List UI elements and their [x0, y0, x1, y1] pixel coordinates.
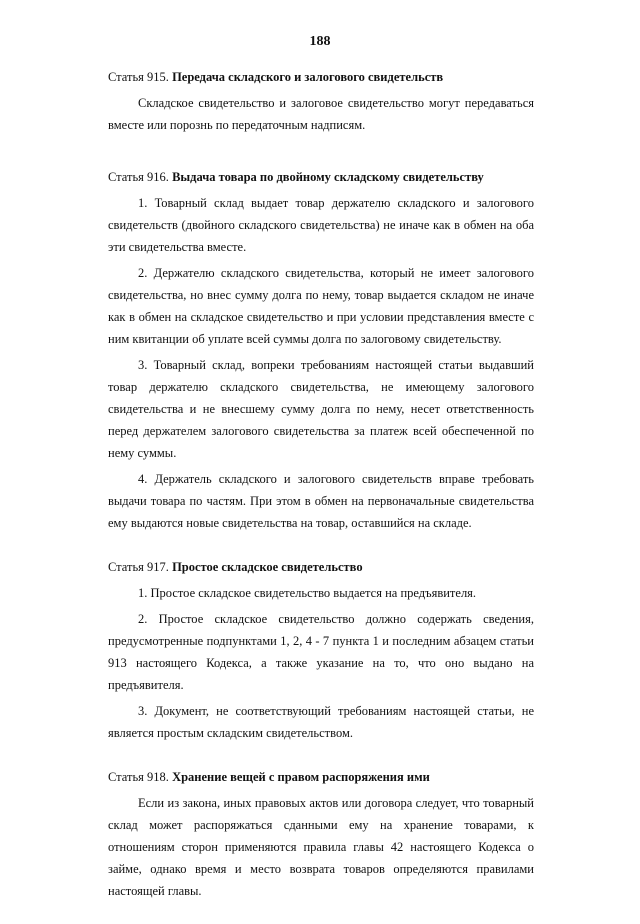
article-heading [108, 766, 534, 788]
article-title: Передача складского и залогового свидетельств [172, 70, 444, 84]
article-heading [108, 556, 534, 578]
article-paragraph: Если из закона, иных правовых актов или договора следует, что товарный склад может распоряжаться сданными ему на хранение товарами, к отношениям сторон применяются правила главы 42 настоящего Кодекса о займе, однако время и место возврата товаров определяются правилами настоящей главы. [108, 796, 534, 898]
article-title: Выдача товара по двойному складскому свидетельству [172, 170, 484, 184]
page-number: 188 [309, 34, 331, 49]
document-body [108, 66, 534, 924]
article-916 [108, 166, 534, 534]
article-heading [108, 66, 534, 88]
article-number: Статья 918. [108, 770, 169, 784]
article-number: Статья 917. [108, 560, 169, 574]
article-paragraph: Складское свидетельство и залоговое свидетельство могут передаваться вместе или порознь по передаточным надписям. [108, 96, 534, 132]
article-918 [108, 766, 534, 902]
article-paragraph: 3. Товарный склад, вопреки требованиям настоящей статьи выдавший товар держателю складского свидетельства, не имеющему залогового свидетельства и не внесшему сумму долга по нему, несет ответственность перед держателем залогового свидетельства за платеж всей обеспеченной по нему суммы. [108, 358, 534, 460]
article-title: Хранение вещей с правом распоряжения ими [172, 770, 430, 784]
article-917 [108, 556, 534, 744]
article-915 [108, 66, 534, 136]
article-title: Простое складское свидетельство [172, 560, 363, 574]
article-paragraph: 4. Держатель складского и залогового свидетельств вправе требовать выдачи товара по частям. При этом в обмен на первоначальные свидетельства ему выдаются новые свидетельства на товар, оставшийся на складе. [108, 472, 534, 530]
article-paragraph: 2. Простое складское свидетельство должно содержать сведения, предусмотренные подпунктами 1, 2, 4 - 7 пункта 1 и последним абзацем статьи 913 настоящего Кодекса, а также указание на то, что оно выдано на предъявителя. [108, 612, 534, 692]
article-paragraph: 1. Товарный склад выдает товар держателю складского и залогового свидетельств (двойного складского свидетельства) не иначе как в обмен на оба эти свидетельства вместе. [108, 196, 534, 254]
article-heading [108, 166, 534, 188]
article-number: Статья 916. [108, 170, 169, 184]
article-paragraph: 3. Документ, не соответствующий требованиям настоящей статьи, не является простым складским свидетельством. [108, 704, 534, 740]
article-paragraph: 2. Держателю складского свидетельства, который не имеет залогового свидетельства, но внес сумму долга по нему, товар выдается складом не иначе как в обмен на складское свидетельство и при условии представления вместе с ним квитанции об уплате всей суммы долга по залоговому свидетельству. [108, 266, 534, 346]
article-number: Статья 915. [108, 70, 169, 84]
article-paragraph: 1. Простое складское свидетельство выдается на предъявителя. [138, 586, 477, 600]
